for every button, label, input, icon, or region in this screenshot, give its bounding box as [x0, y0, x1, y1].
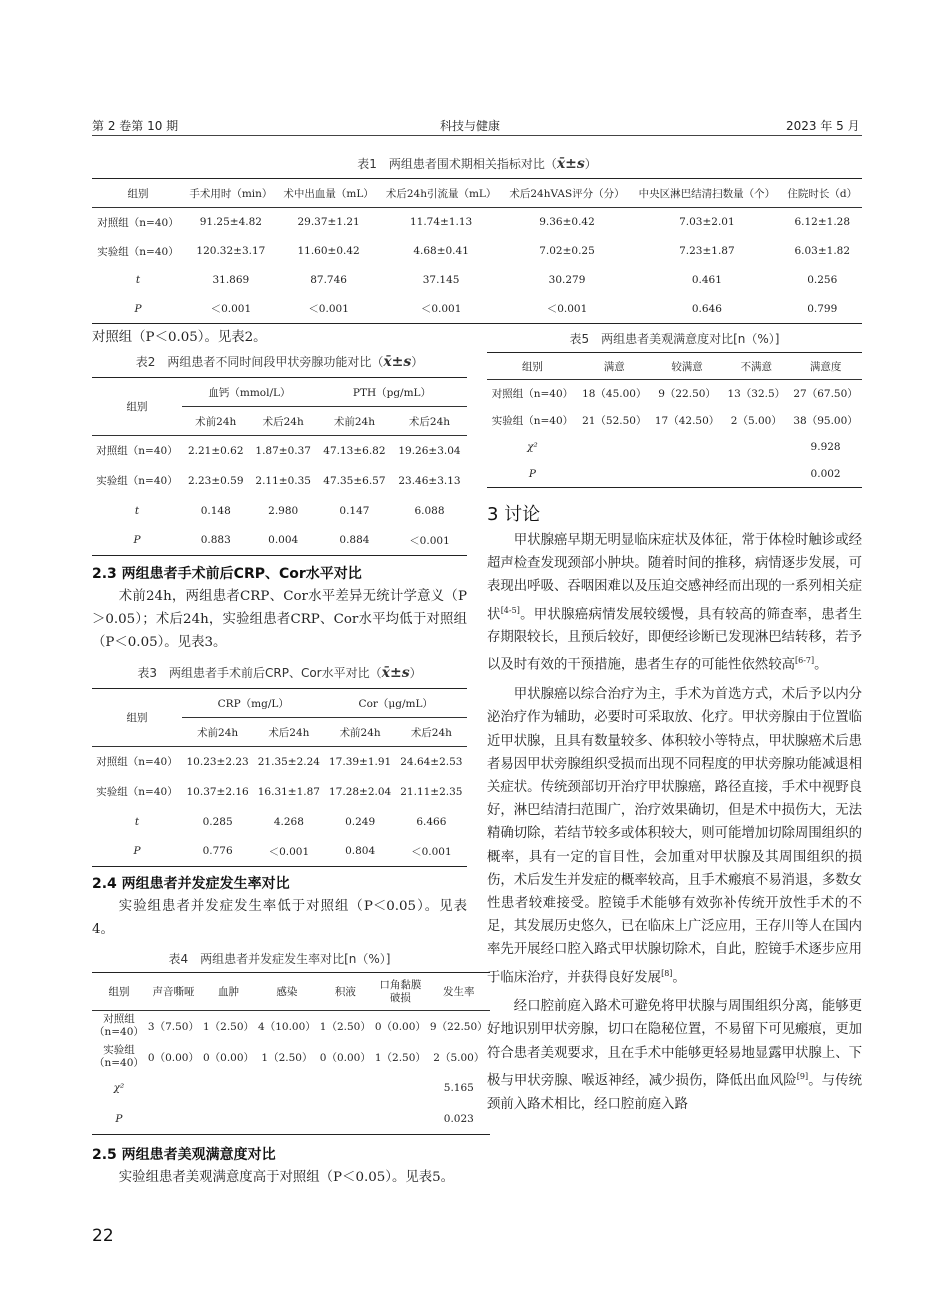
table-cell: ＜0.001 [253, 837, 324, 867]
table-cell [651, 461, 724, 488]
table2-sub-header: 术后24h [392, 407, 467, 436]
table-cell: 91.25±4.82 [199, 216, 262, 229]
table-cell: 37.145 [422, 274, 460, 286]
t4-column-header: 血肿 [201, 973, 256, 1011]
table-cell: 11.74±1.13 [409, 216, 473, 229]
table4-caption: 表4 两组患者并发症发生率对比[n（%）] [168, 952, 391, 966]
table-cell: 38（95.00） [793, 414, 858, 427]
table-row [92, 208, 862, 237]
table-row [487, 434, 862, 461]
table3-sub-header: 术后24h [253, 718, 324, 747]
table-row [92, 436, 467, 466]
table-cell: 0.023 [428, 1104, 490, 1135]
t4-column-header: 口角黏膜破损 [373, 973, 428, 1011]
left-intro: 对照组（P＜0.05）。见表2。 [92, 330, 267, 345]
table2-group-header: 组别 [92, 378, 182, 436]
t4-column-header: 发生率 [428, 973, 490, 1011]
table-row [92, 777, 467, 807]
table-cell [201, 1073, 256, 1104]
table-cell: 0.147 [339, 504, 370, 517]
table-cell: 21.11±2.35 [400, 785, 463, 798]
table-cell: 实验组（n=40） [96, 786, 178, 798]
table-cell: χ² [113, 1082, 125, 1094]
table-cell: 19.26±3.04 [398, 444, 461, 457]
journal-volume: 第 2 卷第 10 期 [92, 119, 179, 133]
table-cell: 0.804 [325, 837, 396, 867]
table-cell: 实验组（n=40） [94, 1044, 144, 1069]
discussion-paragraph-2: 甲状腺癌以综合治疗为主，手术为首选方式，术后予以内分泌治疗作为辅助，必要时可采取放、化疗。甲状旁腺由于位置临近甲状腺，且具有数量较多、体积较小等特点，甲状腺癌术后患者易因甲状旁腺组织受损而出现不同程度的甲状旁腺功能减退相关症状。传统颈部切开治疗甲状腺癌，路径直接，手术中视野良好，淋巴结清扫范围广，治疗效果确切，但是术中损伤大，无法精确切除，若结节较多或体积较大，则可能增加切除周围组织的概率，具有一定的盲目性，会加重对甲状腺及其周围组织的损伤，术后发生并发症的概率较高，且手术瘢痕不易消退，多数女性患者较难接受。腔镜手术能够有效弥补传统开放性手术的不足，其发展历史悠久，已在临床上广泛应用，王存川等人在国内率先开展经口腔入路式甲状腺切除术，自此，腔镜手术逐步应用于临床治疗，并获得良好发展[8]。 [487, 687, 862, 986]
table3-sub-header: 术前24h [325, 718, 396, 747]
table-row [92, 1073, 490, 1104]
table5-caption: 表5 两组患者美观满意度对比[n（%）] [569, 332, 780, 346]
t1-column-header: 组别 [92, 179, 184, 208]
table-cell: 27（67.50） [793, 387, 858, 400]
table-cell: 2（5.00） [433, 1051, 485, 1064]
t5-column-header: 不满意 [723, 353, 789, 380]
table-cell: 10.23±2.23 [186, 755, 249, 768]
t1-column-header: 术中出血量（mL） [278, 179, 380, 208]
t1-column-header: 术后24hVAS评分（分） [503, 179, 631, 208]
citation: [9] [796, 1071, 809, 1081]
table-cell: 0.883 [182, 526, 249, 556]
table-cell: 9.36±0.42 [539, 216, 595, 229]
table-cell: 2（5.00） [730, 414, 782, 427]
table1-caption: 表1 两组患者围术期相关指标对比（x̄±s） [357, 156, 597, 172]
table-cell: 47.35±6.57 [323, 474, 386, 487]
table-cell: 6.088 [414, 504, 445, 517]
table-row [92, 237, 862, 266]
table-cell [723, 461, 789, 488]
table3 [92, 688, 467, 867]
section-3-title: 3 讨论 [487, 504, 541, 525]
table-cell: 24.64±2.53 [400, 755, 463, 768]
table-cell: χ² [527, 441, 538, 453]
table-cell [256, 1104, 318, 1135]
section-2-5-text: 实验组患者美观满意度高于对照组（P＜0.05）。见表5。 [118, 1170, 455, 1185]
table-cell: 0.004 [249, 526, 316, 556]
table-cell: 对照组（n=40） [491, 387, 574, 400]
table-cell: 0（0.00） [202, 1051, 255, 1064]
header-rule [92, 135, 862, 136]
table3-sub-header: 术后24h [396, 718, 467, 747]
table-row [92, 466, 467, 496]
discussion-paragraph-3: 经口腔前庭入路术可避免将甲状腺与周围组织分离，能够更好地识别甲状旁腺，切口在隐秘位置，不易留下可见瘢痕，更加符合患者美观要求，且在手术中能够更轻易地显露甲状腺上、下极与甲状旁腺、喉返神经，减少损伤，降低出血风险[9]。与传统颈前入路术相比，经口腔前庭入路 [487, 999, 862, 1112]
table-cell: 7.03±2.01 [679, 216, 735, 229]
table3-sub-header: 术前24h [182, 718, 253, 747]
table-row [92, 496, 467, 526]
table-cell: 21.35±2.24 [257, 755, 320, 768]
table1 [92, 178, 862, 324]
table-cell: P [92, 1104, 146, 1135]
journal-title: 科技与健康 [440, 119, 501, 133]
table-cell: 对照组（n=40） [96, 756, 178, 769]
table-cell: P [92, 295, 184, 324]
table-cell [723, 434, 789, 461]
table-cell: ＜0.001 [379, 295, 502, 324]
table-cell: 16.31±1.87 [257, 785, 320, 798]
table-cell [578, 461, 651, 488]
table-cell [146, 1104, 201, 1135]
table-row [92, 295, 862, 324]
table-cell: 29.37±1.21 [297, 216, 360, 229]
t5-column-header: 满意 [578, 353, 651, 380]
table-row [92, 1104, 490, 1135]
t4-column-header: 积液 [318, 973, 373, 1011]
table-cell: 30.279 [548, 274, 586, 286]
table-cell [373, 1073, 428, 1104]
table-cell [146, 1073, 201, 1104]
table-cell: 13（32.5） [727, 387, 786, 400]
table-cell: 2.11±0.35 [255, 474, 311, 487]
table-cell: 9.928 [810, 441, 841, 453]
table-cell: 0.148 [200, 504, 231, 517]
table-cell: t [134, 504, 140, 517]
table-cell: 1（2.50） [374, 1051, 426, 1064]
table-cell: 6.12±1.28 [794, 216, 851, 229]
table2-sub-header: 术前24h [317, 407, 392, 436]
table-cell: 5.165 [443, 1082, 474, 1094]
t4-column-header: 声音嘶哑 [146, 973, 201, 1011]
table-cell: 对照组（n=40） [96, 445, 178, 458]
table2-group-pth: PTH（pg/mL） [317, 378, 467, 407]
table-row [92, 1042, 490, 1073]
table-cell: P [92, 526, 182, 556]
table-cell: 17.28±2.04 [329, 785, 392, 798]
citation: [8] [661, 968, 673, 978]
table-cell [578, 434, 651, 461]
table-cell: 0.256 [807, 274, 838, 286]
table2 [92, 377, 467, 556]
t1-column-header: 中央区淋巴结清扫数量（个） [631, 179, 782, 208]
table-cell: ＜0.001 [392, 526, 467, 556]
table-cell [256, 1073, 318, 1104]
table-cell: 0.799 [783, 295, 862, 324]
table-cell: 11.60±0.42 [297, 245, 360, 257]
table-cell: 对照组（n=40） [94, 1013, 144, 1039]
table3-caption: 表3 两组患者手术前后CRP、Cor水平对比（x̄±s） [137, 665, 422, 681]
section-3-body [487, 529, 862, 1116]
table2-sub-header: 术后24h [249, 407, 316, 436]
table-cell: ＜0.001 [184, 295, 278, 324]
table-row [487, 380, 862, 407]
table-cell: ＜0.001 [396, 837, 467, 867]
table-cell: 87.746 [310, 274, 347, 286]
table-cell [651, 434, 724, 461]
table-cell [318, 1073, 373, 1104]
table-cell: 9（22.50） [658, 387, 716, 400]
table-cell: 0（0.00） [319, 1051, 371, 1064]
table-row [92, 807, 467, 837]
section-2-3-text: 术前24h，两组患者CRP、Cor水平差异无统计学意义（P＞0.05）；术后24h，实验组患者CRP、Cor水平均低于对照组（P＜0.05）。见表3。 [92, 589, 467, 651]
citation: [6-7] [794, 656, 815, 666]
journal-date: 2023 年 5 月 [786, 119, 860, 133]
table-cell: 0.285 [202, 815, 233, 828]
page-number: 22 [92, 1226, 114, 1246]
citation: [4-5] [500, 605, 520, 615]
table-cell: 17（42.50） [654, 414, 720, 427]
table3-group-cor: Cor（μg/mL） [325, 689, 468, 718]
table4 [92, 972, 490, 1135]
table-cell: 4.68±0.41 [413, 245, 469, 257]
table-cell: 1.87±0.37 [255, 444, 311, 457]
table-cell: 120.32±3.17 [196, 245, 266, 257]
section-2-5-title: 2.5 两组患者美观满意度对比 [92, 1147, 276, 1163]
table-cell: 对照组（n=40） [97, 216, 179, 229]
table-cell: 0.776 [182, 837, 253, 867]
table-cell: 31.869 [212, 274, 250, 286]
t5-column-header: 较满意 [651, 353, 724, 380]
section-2-4-text: 实验组患者并发症发生率低于对照组（P＜0.05）。见表4。 [92, 899, 467, 938]
table-row [487, 461, 862, 488]
table-cell: 1（2.50） [202, 1020, 255, 1033]
t4-column-header: 感染 [256, 973, 318, 1011]
t4-column-header: 组别 [92, 973, 146, 1011]
table-cell: 47.13±6.82 [323, 444, 386, 457]
table-cell: ＜0.001 [503, 295, 631, 324]
table-cell: 0.249 [345, 815, 376, 828]
table3-group-header: 组别 [92, 689, 182, 747]
table-cell: 0.884 [317, 526, 392, 556]
table2-caption: 表2 两组患者不同时间段甲状旁腺功能对比（x̄±s） [135, 354, 424, 370]
section-2-3-title: 2.3 两组患者手术前后CRP、Cor水平对比 [92, 566, 362, 582]
table2-sub-header: 术前24h [182, 407, 249, 436]
table-cell: 23.46±3.13 [398, 474, 461, 487]
table-cell: 实验组（n=40） [97, 245, 179, 258]
table-cell: 9（22.50） [429, 1020, 488, 1033]
table-cell: 实验组（n=40） [96, 475, 178, 487]
table-cell: 4（10.00） [258, 1020, 316, 1033]
table-cell: 0（0.00） [147, 1051, 199, 1064]
table-cell: 7.23±1.87 [679, 245, 735, 257]
table-cell [373, 1104, 428, 1135]
table-cell: 21（52.50） [582, 414, 647, 427]
table-cell: 17.39±1.91 [329, 755, 392, 768]
table-cell: 0.461 [691, 274, 722, 286]
table-cell: 2.23±0.59 [187, 474, 244, 487]
section-2-4-title: 2.4 两组患者并发症发生率对比 [92, 876, 290, 892]
table-row [487, 407, 862, 434]
table-cell: 2.980 [268, 504, 299, 517]
table-cell [201, 1104, 256, 1135]
table-cell: 18（45.00） [582, 387, 647, 400]
table-cell: 3（7.50） [147, 1020, 199, 1033]
t5-column-header: 组别 [487, 353, 578, 380]
table-cell: t [134, 815, 140, 828]
table-cell: 10.37±2.16 [186, 785, 249, 798]
table5 [487, 352, 862, 488]
table-row [92, 747, 467, 777]
table-cell: 2.21±0.62 [187, 444, 244, 457]
table-cell [318, 1104, 373, 1135]
table-row [92, 266, 862, 295]
table-cell: 0.002 [789, 461, 862, 488]
table-cell: P [92, 837, 182, 867]
table-cell: 4.268 [273, 815, 304, 828]
table-row [92, 1011, 490, 1042]
table-cell: 6.466 [416, 815, 447, 828]
table3-group-crp: CRP（mg/L） [182, 689, 325, 718]
t1-column-header: 术后24h引流量（mL） [379, 179, 502, 208]
table-row [92, 526, 467, 556]
table-cell: 0.646 [631, 295, 782, 324]
table-cell: 6.03±1.82 [794, 245, 851, 257]
table-cell: 实验组（n=40） [491, 414, 574, 427]
table-cell: ＜0.001 [278, 295, 380, 324]
discussion-paragraph-1: 甲状腺癌早期无明显临床症状及体征，常于体检时触诊或经超声检查发现颈部小肿块。随着时间的推移，病情逐步发展，可表现出呼吸、吞咽困难以及压迫交感神经而出现的一系列相关症状[4-5]。甲状腺癌病情发展较缓慢，具有较高的筛查率，患者生存期限较长，且预后较好，即便经诊断已发现淋巴结转移，若予以及时有效的干预措施，患者生存的可能性依然较高[6-7]。 [487, 533, 862, 673]
t5-column-header: 满意度 [789, 353, 862, 380]
t1-column-header: 手术用时（min） [184, 179, 278, 208]
table-cell: 0（0.00） [374, 1020, 426, 1033]
table-row [92, 837, 467, 867]
table-cell: P [487, 461, 578, 488]
table2-group-calcium: 血钙（mmol/L） [182, 378, 317, 407]
table-cell: 7.02±0.25 [539, 245, 595, 257]
t1-column-header: 住院时长（d） [783, 179, 862, 208]
table-cell: 1（2.50） [261, 1051, 313, 1064]
table-cell: 1（2.50） [319, 1020, 371, 1033]
table-cell: t [135, 274, 141, 286]
